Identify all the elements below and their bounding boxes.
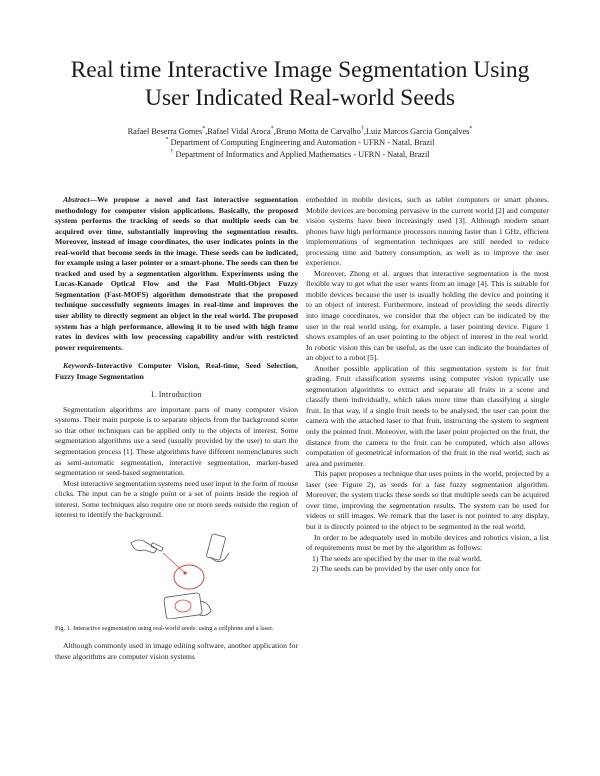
paragraph: Most interactive segmentation systems need user input in the form of mouse clicks. The input can be a single point or a set of points inside the region of interest. Some techniques also require one or more seeds outside the region of interest to identify the background. <box>55 478 298 520</box>
affiliation-mark: * <box>270 126 274 133</box>
left-column <box>55 195 298 662</box>
affiliation-1 <box>30 138 570 148</box>
affiliation-mark: * <box>165 137 169 144</box>
affiliation-mark: † <box>360 126 364 133</box>
laser-dot <box>183 571 186 574</box>
target-object <box>174 565 204 589</box>
author-name: Luiz Marcos Garcia Gonçalves <box>365 127 470 136</box>
abstract <box>55 195 298 353</box>
figure-1 <box>55 527 298 621</box>
smartphone-screen-icon <box>164 592 203 618</box>
affiliation-text: Department of Informatics and Applied Mathematics - UFRN - Natal, Brazil <box>175 150 430 159</box>
affiliation-text: Department of Computing Engineering and Automation - UFRN - Natal, Brazil <box>170 138 435 147</box>
affiliation-mark: * <box>202 126 206 133</box>
requirements-list <box>306 554 549 575</box>
paragraph: Another possible application of this segmentation system is for fruit grading. Fruit classification systems using computer vision typically use segmentation algorithms to extract and separate all fruits in a scene and classify them individually, which takes more time than classifying a single fruit. In that way, if a single fruit needs to be analysed, the user can point the camera with the attached laser to that fruit, instructing the system to segment only the pointed fruit. Moreover, with the laser point projected on the fruit, the distance from the camera to the fruit can be computed, which also allows computation of geometrical information of the fruit in the real world, such as area and perimeter. <box>306 363 549 468</box>
keywords <box>55 361 298 382</box>
abstract-label: Abstract <box>63 195 90 204</box>
paper-title <box>40 56 560 112</box>
paragraph: This paper proposes a technique that uses points in the world, projected by a laser (see Figure 2), as seeds for a fast fuzzy segmentation algorithm. Moreover, the system tracks these seeds so that multiple seeds can be acquired over time, improving the segmentation results. The system can be used for videos or still images. We remark that the laser is not pointed to any display, but it is directly pointed to the object to be segmented in the real world. <box>306 469 549 531</box>
title-line-1: Real time Interactive Image Segmentation Using <box>70 57 530 83</box>
laser-beam <box>163 553 185 573</box>
figure-1-illustration <box>125 529 235 619</box>
author-name: Bruno Motta de Carvalho <box>275 127 361 136</box>
paragraph: embedded in mobile devices, such as tablet computers or smart phones. Mobile devices are becoming pervasive in the current world [2] and computer vision systems have been increasingly used [3]. Although modern smart phones have high performance processors running faster than 1 GHz, efficient implementations of segmentation techniques are still needed to reduce processing time and battery consumption, as well as to improve the user experience. <box>306 195 549 268</box>
right-column <box>306 195 549 575</box>
section-heading-introduction: I. Introduction <box>151 390 202 400</box>
affiliation-mark: † <box>170 149 174 156</box>
author-name: Rafael Beserra Gomes <box>127 127 203 136</box>
paragraph: Moreover, Zhong et al. argues that interactive segmentation is the most flexible way to get what the user wants from an image [4]. This is suitable for mobile devices because the user is usually holding the device and pointing it to an object of interest. Furthermore, instead of providing the seeds directly into image coordinates, we consider that the object can be indicated by the user in the real world using, for example, a laser pointing device. Figure 1 shows examples of an user pointing to the object of interest in the real world. In robotic vision this can be useful, as the user can indicate the boundaries of an object to a robot [5]. <box>306 268 549 363</box>
author-list: Rafael Beserra Gomes*,Rafael Vidal Aroca*,Bruno Motta de Carvalho†,Luiz Marcos Garcia Gonçalves* <box>127 126 473 136</box>
affiliation-2 <box>30 150 570 160</box>
keywords-label: Keywords <box>63 361 94 371</box>
affiliation-mark: * <box>469 126 473 133</box>
hand-icon <box>211 553 229 562</box>
laser-pointer-icon <box>151 543 164 552</box>
paragraph: Segmentation algorithms are important parts of many computer vision systems. Their main purpose is to separate objects from the background scene so that other techniques can be applied only to the objects of interest. Some segmentation algorithms use a seed (usually provided by the user) to start the segmentation process [1]. These algorithms have different nomenclatures such as semi-automatic segmentation, interactive segmentation, marker-based segmentation or seed-based segmentation. <box>55 404 298 478</box>
smartphone-icon <box>206 533 226 560</box>
paragraph: In order to be adequately used in mobile devices and robotics vision, a list of requirements must be met by the algorithm as follows: <box>306 532 549 553</box>
figure-1-caption: Fig. 1. Interactive segmentation using real-world seeds: using a cellphone and a laser. <box>55 624 274 632</box>
keywords-text: -Interactive Computer Vision, Real-time, Seed Selection, Fuzzy Image Segmentation <box>55 361 298 381</box>
title-line-2: User Indicated Real-world Seeds <box>145 85 455 111</box>
paragraph: Although commonly used in image editing software, another application for these algorithms are computer vision systems <box>55 641 298 661</box>
list-item: 2) The seeds can be provided by the user only once for <box>312 564 481 574</box>
author-name: Rafael Vidal Aroca <box>207 127 271 136</box>
list-item: 1) The seeds are specified by the user in the real world. <box>312 553 482 563</box>
abstract-text: —We propose a novel and fast interactive segmentation methodology for computer vision applications. Basically, the proposed system performs the tracking of seeds so that multiple seeds can be acquired over time, substantially improving the segmentation results. Moreover, instead of image coordinates, the user indicates points in the real-world that become seeds in the image. These seeds can be indicated, for example using a laser pointer or a smart-phone. The seeds can then be tracked and used by a segmentation algorithm. Experiments using the Lucas-Kanade Optical Flow and the Fast Multi-Object Fuzzy Segmentation (Fast-MOFS) algorithm demonstrate that the proposed technique successfully segments images in real-time and improves the user ability to directly segment an object in the real world. The proposed system has a high performance, allowing it to be used with high frame rates in devices with low processing capability and/or with restricted power requirements. <box>55 195 298 352</box>
hand-with-laser-icon <box>131 540 157 553</box>
segmented-object-icon <box>175 600 191 612</box>
